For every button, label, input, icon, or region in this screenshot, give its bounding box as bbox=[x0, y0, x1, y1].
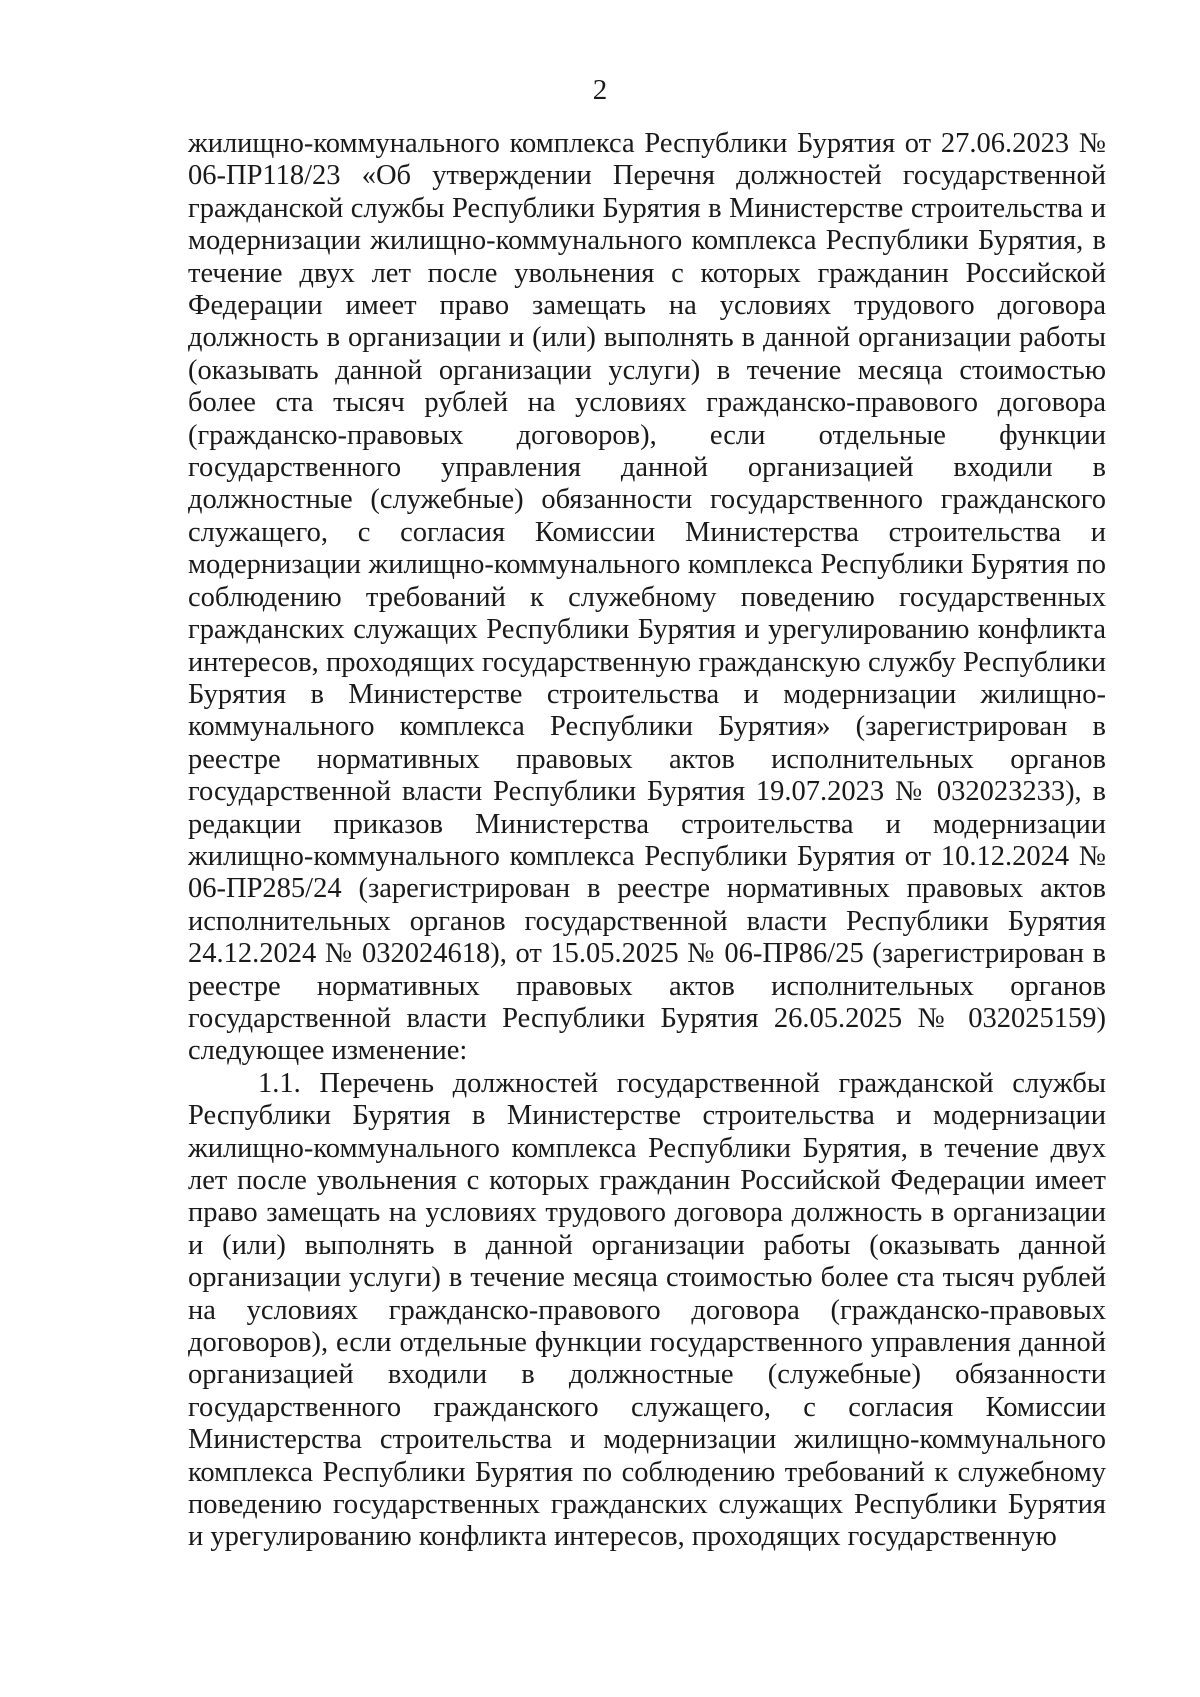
paragraph-continuation: жилищно-коммунального комплекса Республики Бурятия от 27.06.2023 № 06-ПР118/23 «Об утверждении Перечня должностей государственной гражданской службы Республики Бурятия в Министерстве строительства и модернизации жилищно-коммунального комплекса Республики Бурятия, в течение двух лет после увольнения с которых гражданин Российской Федерации имеет право замещать на условиях трудового договора должность в организации и (или) выполнять в данной организации работы (оказывать данной организации услуги) в течение месяца стоимостью более ста тысяч рублей на условиях гражданско-правового договора (гражданско-правовых договоров), если отдельные функции государственного управления данной организацией входили в должностные (служебные) обязанности государственного гражданского служащего, с согласия Комиссии Министерства строительства и модернизации жилищно-коммунального комплекса Республики Бурятия по соблюдению требований к служебному поведению государственных гражданских служащих Республики Бурятия и урегулированию конфликта интересов, проходящих государственную гражданскую службу Республики Бурятия в Министерстве строительства и модернизации жилищно-коммунального комплекса Республики Бурятия» (зарегистрирован в реестре нормативных правовых актов исполнительных органов государственной власти Республики Бурятия 19.07.2023 № 032023233), в редакции приказов Министерства строительства и модернизации жилищно-коммунального комплекса Республики Бурятия от 10.12.2024 № 06-ПР285/24 (зарегистрирован в реестре нормативных правовых актов исполнительных органов государственной власти Республики Бурятия 24.12.2024 № 032024618), от 15.05.2025 № 06-ПР86/25 (зарегистрирован в реестре нормативных правовых актов исполнительных органов государственной власти Республики Бурятия 26.05.2025 № 032025159) следующее изменение: bbox=[188, 128, 1106, 1067]
document-body bbox=[188, 128, 1106, 1554]
paragraph-item-1-1: 1.1. Перечень должностей государственной гражданской службы Республики Бурятия в Министерстве строительства и модернизации жилищно-коммунального комплекса Республики Бурятия, в течение двух лет после увольнения с которых гражданин Российской Федерации имеет право замещать на условиях трудового договора должность в организации и (или) выполнять в данной организации работы (оказывать данной организации услуги) в течение месяца стоимостью более ста тысяч рублей на условиях гражданско-правового договора (гражданско-правовых договоров), если отдельные функции государственного управления данной организацией входили в должностные (служебные) обязанности государственного гражданского служащего, с согласия Комиссии Министерства строительства и модернизации жилищно-коммунального комплекса Республики Бурятия по соблюдению требований к служебному поведению государственных гражданских служащих Республики Бурятия и урегулированию конфликта интересов, проходящих государственную bbox=[188, 1067, 1106, 1553]
page-number: 2 bbox=[592, 74, 608, 106]
